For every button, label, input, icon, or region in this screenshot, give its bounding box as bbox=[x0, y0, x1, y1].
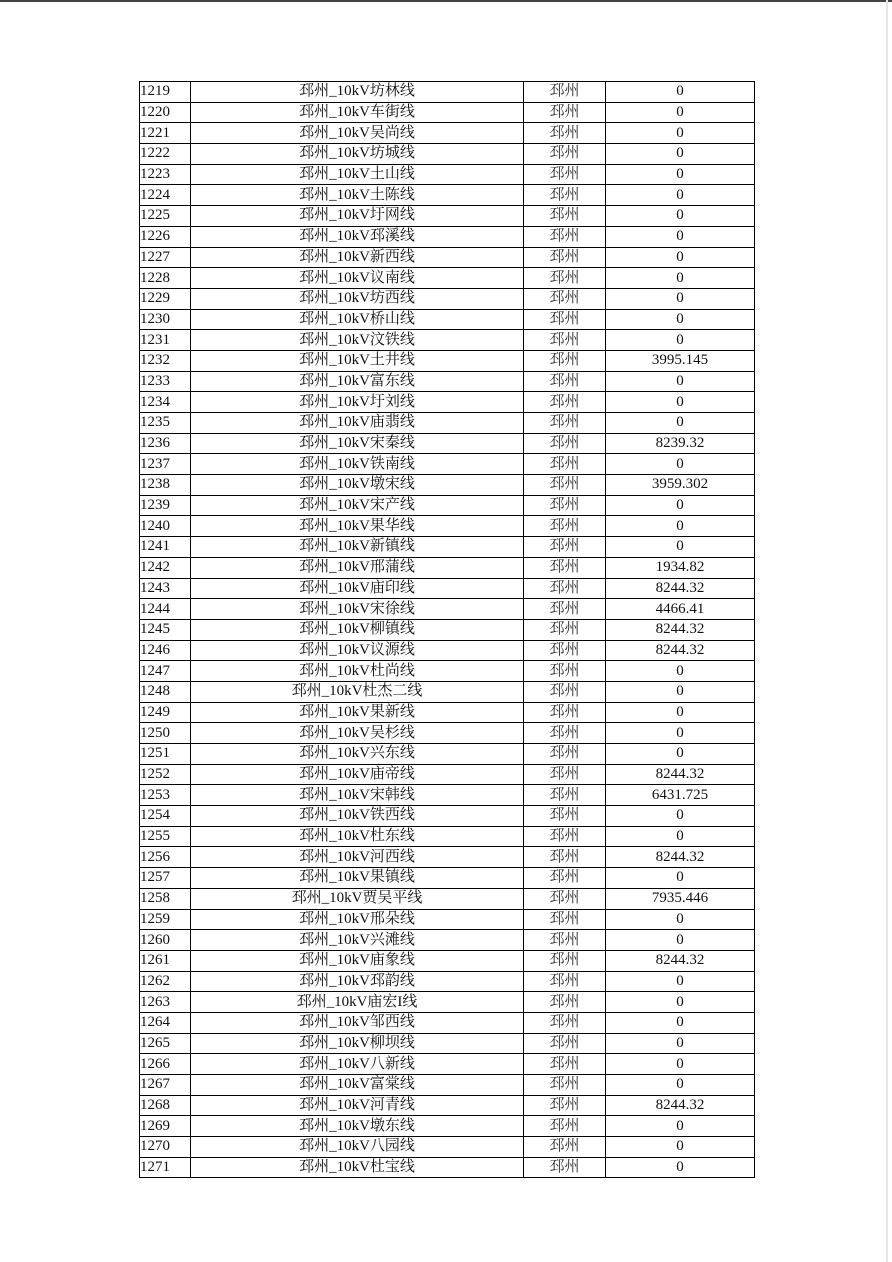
table-row bbox=[140, 826, 755, 847]
line-name-cell: 邳州_10kV吴杉线 bbox=[191, 723, 524, 744]
value-cell: 0 bbox=[606, 1137, 755, 1158]
value-cell: 0 bbox=[606, 185, 755, 206]
table-row bbox=[140, 909, 755, 930]
row-number-cell: 1222 bbox=[140, 144, 191, 165]
row-number-cell: 1227 bbox=[140, 247, 191, 268]
line-name-cell: 邳州_10kV贾吴平线 bbox=[191, 888, 524, 909]
row-number-cell: 1264 bbox=[140, 1012, 191, 1033]
line-name-cell: 邳州_10kV土陈线 bbox=[191, 185, 524, 206]
row-number-cell: 1257 bbox=[140, 868, 191, 889]
row-number-cell: 1247 bbox=[140, 661, 191, 682]
city-cell: 邳州 bbox=[524, 1054, 606, 1075]
table-row bbox=[140, 185, 755, 206]
value-cell: 8244.32 bbox=[606, 640, 755, 661]
table-row bbox=[140, 330, 755, 351]
row-number-cell: 1232 bbox=[140, 350, 191, 371]
city-cell: 邳州 bbox=[524, 971, 606, 992]
value-cell: 0 bbox=[606, 288, 755, 309]
city-cell: 邳州 bbox=[524, 619, 606, 640]
value-cell: 0 bbox=[606, 495, 755, 516]
line-name-cell: 邳州_10kV新镇线 bbox=[191, 537, 524, 558]
value-cell: 4466.41 bbox=[606, 599, 755, 620]
table-row bbox=[140, 123, 755, 144]
data-table bbox=[139, 81, 755, 1178]
city-cell: 邳州 bbox=[524, 433, 606, 454]
value-cell: 0 bbox=[606, 247, 755, 268]
value-cell: 0 bbox=[606, 206, 755, 227]
line-name-cell: 邳州_10kV富东线 bbox=[191, 371, 524, 392]
row-number-cell: 1250 bbox=[140, 723, 191, 744]
line-name-cell: 邳州_10kV果新线 bbox=[191, 702, 524, 723]
row-number-cell: 1254 bbox=[140, 806, 191, 827]
line-name-cell: 邳州_10kV新西线 bbox=[191, 247, 524, 268]
city-cell: 邳州 bbox=[524, 495, 606, 516]
value-cell: 8244.32 bbox=[606, 578, 755, 599]
row-number-cell: 1242 bbox=[140, 557, 191, 578]
value-cell: 3995.145 bbox=[606, 350, 755, 371]
line-name-cell: 邳州_10kV庙帝线 bbox=[191, 764, 524, 785]
line-name-cell: 邳州_10kV圩刘线 bbox=[191, 392, 524, 413]
row-number-cell: 1245 bbox=[140, 619, 191, 640]
table-row bbox=[140, 1116, 755, 1137]
city-cell: 邳州 bbox=[524, 82, 606, 103]
city-cell: 邳州 bbox=[524, 1012, 606, 1033]
city-cell: 邳州 bbox=[524, 102, 606, 123]
city-cell: 邳州 bbox=[524, 640, 606, 661]
city-cell: 邳州 bbox=[524, 950, 606, 971]
row-number-cell: 1237 bbox=[140, 454, 191, 475]
table-row bbox=[140, 847, 755, 868]
value-cell: 0 bbox=[606, 681, 755, 702]
city-cell: 邳州 bbox=[524, 413, 606, 434]
city-cell: 邳州 bbox=[524, 661, 606, 682]
line-name-cell: 邳州_10kV杜东线 bbox=[191, 826, 524, 847]
value-cell: 8244.32 bbox=[606, 847, 755, 868]
line-name-cell: 邳州_10kV议源线 bbox=[191, 640, 524, 661]
table-row bbox=[140, 1137, 755, 1158]
city-cell: 邳州 bbox=[524, 681, 606, 702]
value-cell: 3959.302 bbox=[606, 475, 755, 496]
row-number-cell: 1248 bbox=[140, 681, 191, 702]
line-name-cell: 邳州_10kV杜尚线 bbox=[191, 661, 524, 682]
value-cell: 0 bbox=[606, 826, 755, 847]
row-number-cell: 1233 bbox=[140, 371, 191, 392]
line-name-cell: 邳州_10kV吴尚线 bbox=[191, 123, 524, 144]
city-cell: 邳州 bbox=[524, 1095, 606, 1116]
row-number-cell: 1236 bbox=[140, 433, 191, 454]
table-row bbox=[140, 557, 755, 578]
line-name-cell: 邳州_10kV兴东线 bbox=[191, 744, 524, 765]
value-cell: 0 bbox=[606, 909, 755, 930]
line-name-cell: 邳州_10kV土井线 bbox=[191, 350, 524, 371]
value-cell: 1934.82 bbox=[606, 557, 755, 578]
row-number-cell: 1270 bbox=[140, 1137, 191, 1158]
value-cell: 8244.32 bbox=[606, 619, 755, 640]
row-number-cell: 1266 bbox=[140, 1054, 191, 1075]
city-cell: 邳州 bbox=[524, 537, 606, 558]
row-number-cell: 1226 bbox=[140, 226, 191, 247]
city-cell: 邳州 bbox=[524, 226, 606, 247]
value-cell: 0 bbox=[606, 1033, 755, 1054]
city-cell: 邳州 bbox=[524, 268, 606, 289]
row-number-cell: 1265 bbox=[140, 1033, 191, 1054]
value-cell: 0 bbox=[606, 1054, 755, 1075]
line-name-cell: 邳州_10kV庙印线 bbox=[191, 578, 524, 599]
row-number-cell: 1255 bbox=[140, 826, 191, 847]
city-cell: 邳州 bbox=[524, 144, 606, 165]
line-name-cell: 邳州_10kV邳韵线 bbox=[191, 971, 524, 992]
city-cell: 邳州 bbox=[524, 371, 606, 392]
row-number-cell: 1228 bbox=[140, 268, 191, 289]
row-number-cell: 1231 bbox=[140, 330, 191, 351]
table-row bbox=[140, 785, 755, 806]
table-row bbox=[140, 1012, 755, 1033]
table-row bbox=[140, 1157, 755, 1178]
row-number-cell: 1239 bbox=[140, 495, 191, 516]
row-number-cell: 1235 bbox=[140, 413, 191, 434]
city-cell: 邳州 bbox=[524, 785, 606, 806]
line-name-cell: 邳州_10kV邳溪线 bbox=[191, 226, 524, 247]
value-cell: 0 bbox=[606, 392, 755, 413]
value-cell: 0 bbox=[606, 371, 755, 392]
city-cell: 邳州 bbox=[524, 930, 606, 951]
value-cell: 0 bbox=[606, 123, 755, 144]
table-row bbox=[140, 475, 755, 496]
line-name-cell: 邳州_10kV杜宝线 bbox=[191, 1157, 524, 1178]
value-cell: 0 bbox=[606, 226, 755, 247]
city-cell: 邳州 bbox=[524, 330, 606, 351]
table-row bbox=[140, 454, 755, 475]
line-name-cell: 邳州_10kV八园线 bbox=[191, 1137, 524, 1158]
line-name-cell: 邳州_10kV墩宋线 bbox=[191, 475, 524, 496]
city-cell: 邳州 bbox=[524, 123, 606, 144]
city-cell: 邳州 bbox=[524, 350, 606, 371]
row-number-cell: 1253 bbox=[140, 785, 191, 806]
value-cell: 0 bbox=[606, 971, 755, 992]
line-name-cell: 邳州_10kV邹西线 bbox=[191, 1012, 524, 1033]
table-row bbox=[140, 992, 755, 1013]
table-row bbox=[140, 930, 755, 951]
row-number-cell: 1221 bbox=[140, 123, 191, 144]
line-name-cell: 邳州_10kV铁南线 bbox=[191, 454, 524, 475]
table-row bbox=[140, 971, 755, 992]
table-row bbox=[140, 413, 755, 434]
row-number-cell: 1234 bbox=[140, 392, 191, 413]
city-cell: 邳州 bbox=[524, 723, 606, 744]
city-cell: 邳州 bbox=[524, 288, 606, 309]
table-row bbox=[140, 723, 755, 744]
city-cell: 邳州 bbox=[524, 702, 606, 723]
line-name-cell: 邳州_10kV土山线 bbox=[191, 164, 524, 185]
table-row bbox=[140, 888, 755, 909]
table-row bbox=[140, 309, 755, 330]
city-cell: 邳州 bbox=[524, 309, 606, 330]
city-cell: 邳州 bbox=[524, 1116, 606, 1137]
page-top-rule bbox=[0, 0, 892, 2]
line-name-cell: 邳州_10kV杜杰二线 bbox=[191, 681, 524, 702]
value-cell: 0 bbox=[606, 164, 755, 185]
value-cell: 8244.32 bbox=[606, 950, 755, 971]
line-name-cell: 邳州_10kV汶铁线 bbox=[191, 330, 524, 351]
value-cell: 0 bbox=[606, 268, 755, 289]
city-cell: 邳州 bbox=[524, 1157, 606, 1178]
table-body bbox=[140, 82, 755, 1178]
row-number-cell: 1256 bbox=[140, 847, 191, 868]
value-cell: 6431.725 bbox=[606, 785, 755, 806]
value-cell: 0 bbox=[606, 702, 755, 723]
table-row bbox=[140, 516, 755, 537]
table-row bbox=[140, 537, 755, 558]
table-row bbox=[140, 392, 755, 413]
table-row bbox=[140, 144, 755, 165]
value-cell: 0 bbox=[606, 806, 755, 827]
line-name-cell: 邳州_10kV邢蒲线 bbox=[191, 557, 524, 578]
row-number-cell: 1268 bbox=[140, 1095, 191, 1116]
value-cell: 0 bbox=[606, 744, 755, 765]
row-number-cell: 1219 bbox=[140, 82, 191, 103]
table-row bbox=[140, 681, 755, 702]
row-number-cell: 1252 bbox=[140, 764, 191, 785]
city-cell: 邳州 bbox=[524, 806, 606, 827]
table-row bbox=[140, 702, 755, 723]
line-name-cell: 邳州_10kV富棠线 bbox=[191, 1075, 524, 1096]
line-name-cell: 邳州_10kV圩网线 bbox=[191, 206, 524, 227]
city-cell: 邳州 bbox=[524, 1033, 606, 1054]
row-number-cell: 1271 bbox=[140, 1157, 191, 1178]
table-row bbox=[140, 495, 755, 516]
value-cell: 0 bbox=[606, 992, 755, 1013]
table-row bbox=[140, 247, 755, 268]
line-name-cell: 邳州_10kV兴滩线 bbox=[191, 930, 524, 951]
city-cell: 邳州 bbox=[524, 826, 606, 847]
row-number-cell: 1243 bbox=[140, 578, 191, 599]
table-row bbox=[140, 619, 755, 640]
value-cell: 0 bbox=[606, 102, 755, 123]
value-cell: 0 bbox=[606, 1012, 755, 1033]
table-row bbox=[140, 1054, 755, 1075]
table-row bbox=[140, 578, 755, 599]
page-side-rule bbox=[886, 0, 888, 1262]
city-cell: 邳州 bbox=[524, 557, 606, 578]
city-cell: 邳州 bbox=[524, 599, 606, 620]
table-row bbox=[140, 371, 755, 392]
table-row bbox=[140, 350, 755, 371]
table-row bbox=[140, 102, 755, 123]
city-cell: 邳州 bbox=[524, 247, 606, 268]
row-number-cell: 1262 bbox=[140, 971, 191, 992]
city-cell: 邳州 bbox=[524, 1075, 606, 1096]
line-name-cell: 邳州_10kV墩东线 bbox=[191, 1116, 524, 1137]
city-cell: 邳州 bbox=[524, 847, 606, 868]
city-cell: 邳州 bbox=[524, 475, 606, 496]
line-name-cell: 邳州_10kV桥山线 bbox=[191, 309, 524, 330]
line-name-cell: 邳州_10kV车街线 bbox=[191, 102, 524, 123]
value-cell: 8239.32 bbox=[606, 433, 755, 454]
line-name-cell: 邳州_10kV宋产线 bbox=[191, 495, 524, 516]
city-cell: 邳州 bbox=[524, 744, 606, 765]
row-number-cell: 1238 bbox=[140, 475, 191, 496]
table-row bbox=[140, 1033, 755, 1054]
table-row bbox=[140, 661, 755, 682]
row-number-cell: 1260 bbox=[140, 930, 191, 951]
table-row bbox=[140, 868, 755, 889]
city-cell: 邳州 bbox=[524, 578, 606, 599]
line-name-cell: 邳州_10kV坊林线 bbox=[191, 82, 524, 103]
city-cell: 邳州 bbox=[524, 992, 606, 1013]
table-row bbox=[140, 950, 755, 971]
row-number-cell: 1263 bbox=[140, 992, 191, 1013]
row-number-cell: 1241 bbox=[140, 537, 191, 558]
value-cell: 0 bbox=[606, 537, 755, 558]
table-row bbox=[140, 764, 755, 785]
value-cell: 8244.32 bbox=[606, 1095, 755, 1116]
row-number-cell: 1259 bbox=[140, 909, 191, 930]
table-row bbox=[140, 288, 755, 309]
row-number-cell: 1225 bbox=[140, 206, 191, 227]
line-name-cell: 邳州_10kV庙翡线 bbox=[191, 413, 524, 434]
value-cell: 0 bbox=[606, 144, 755, 165]
value-cell: 0 bbox=[606, 454, 755, 475]
line-name-cell: 邳州_10kV柳镇线 bbox=[191, 619, 524, 640]
table-row bbox=[140, 206, 755, 227]
city-cell: 邳州 bbox=[524, 868, 606, 889]
value-cell: 0 bbox=[606, 868, 755, 889]
table-row bbox=[140, 744, 755, 765]
row-number-cell: 1269 bbox=[140, 1116, 191, 1137]
table-row bbox=[140, 599, 755, 620]
line-name-cell: 邳州_10kV果镇线 bbox=[191, 868, 524, 889]
table-row bbox=[140, 226, 755, 247]
value-cell: 8244.32 bbox=[606, 764, 755, 785]
line-name-cell: 邳州_10kV宋秦线 bbox=[191, 433, 524, 454]
table-row bbox=[140, 268, 755, 289]
value-cell: 0 bbox=[606, 516, 755, 537]
value-cell: 0 bbox=[606, 82, 755, 103]
row-number-cell: 1220 bbox=[140, 102, 191, 123]
table-row bbox=[140, 82, 755, 103]
table-row bbox=[140, 164, 755, 185]
table-row bbox=[140, 806, 755, 827]
city-cell: 邳州 bbox=[524, 1137, 606, 1158]
line-name-cell: 邳州_10kV庙宏I线 bbox=[191, 992, 524, 1013]
value-cell: 0 bbox=[606, 1157, 755, 1178]
row-number-cell: 1249 bbox=[140, 702, 191, 723]
value-cell: 0 bbox=[606, 661, 755, 682]
line-name-cell: 邳州_10kV宋韩线 bbox=[191, 785, 524, 806]
city-cell: 邳州 bbox=[524, 185, 606, 206]
city-cell: 邳州 bbox=[524, 516, 606, 537]
line-name-cell: 邳州_10kV议南线 bbox=[191, 268, 524, 289]
value-cell: 0 bbox=[606, 1116, 755, 1137]
table-row bbox=[140, 640, 755, 661]
value-cell: 0 bbox=[606, 1075, 755, 1096]
line-name-cell: 邳州_10kV坊西线 bbox=[191, 288, 524, 309]
row-number-cell: 1229 bbox=[140, 288, 191, 309]
value-cell: 0 bbox=[606, 723, 755, 744]
table-row bbox=[140, 433, 755, 454]
row-number-cell: 1230 bbox=[140, 309, 191, 330]
line-name-cell: 邳州_10kV坊城线 bbox=[191, 144, 524, 165]
line-name-cell: 邳州_10kV庙象线 bbox=[191, 950, 524, 971]
city-cell: 邳州 bbox=[524, 392, 606, 413]
row-number-cell: 1244 bbox=[140, 599, 191, 620]
table-row bbox=[140, 1075, 755, 1096]
value-cell: 0 bbox=[606, 330, 755, 351]
line-name-cell: 邳州_10kV铁西线 bbox=[191, 806, 524, 827]
row-number-cell: 1224 bbox=[140, 185, 191, 206]
row-number-cell: 1246 bbox=[140, 640, 191, 661]
value-cell: 7935.446 bbox=[606, 888, 755, 909]
row-number-cell: 1240 bbox=[140, 516, 191, 537]
row-number-cell: 1258 bbox=[140, 888, 191, 909]
row-number-cell: 1267 bbox=[140, 1075, 191, 1096]
city-cell: 邳州 bbox=[524, 454, 606, 475]
line-name-cell: 邳州_10kV果华线 bbox=[191, 516, 524, 537]
city-cell: 邳州 bbox=[524, 909, 606, 930]
line-name-cell: 邳州_10kV八新线 bbox=[191, 1054, 524, 1075]
city-cell: 邳州 bbox=[524, 888, 606, 909]
value-cell: 0 bbox=[606, 930, 755, 951]
row-number-cell: 1261 bbox=[140, 950, 191, 971]
value-cell: 0 bbox=[606, 413, 755, 434]
city-cell: 邳州 bbox=[524, 164, 606, 185]
line-name-cell: 邳州_10kV河青线 bbox=[191, 1095, 524, 1116]
city-cell: 邳州 bbox=[524, 764, 606, 785]
line-name-cell: 邳州_10kV柳坝线 bbox=[191, 1033, 524, 1054]
table-row bbox=[140, 1095, 755, 1116]
line-name-cell: 邳州_10kV宋徐线 bbox=[191, 599, 524, 620]
row-number-cell: 1251 bbox=[140, 744, 191, 765]
city-cell: 邳州 bbox=[524, 206, 606, 227]
line-name-cell: 邳州_10kV河西线 bbox=[191, 847, 524, 868]
line-name-cell: 邳州_10kV邢朵线 bbox=[191, 909, 524, 930]
value-cell: 0 bbox=[606, 309, 755, 330]
row-number-cell: 1223 bbox=[140, 164, 191, 185]
